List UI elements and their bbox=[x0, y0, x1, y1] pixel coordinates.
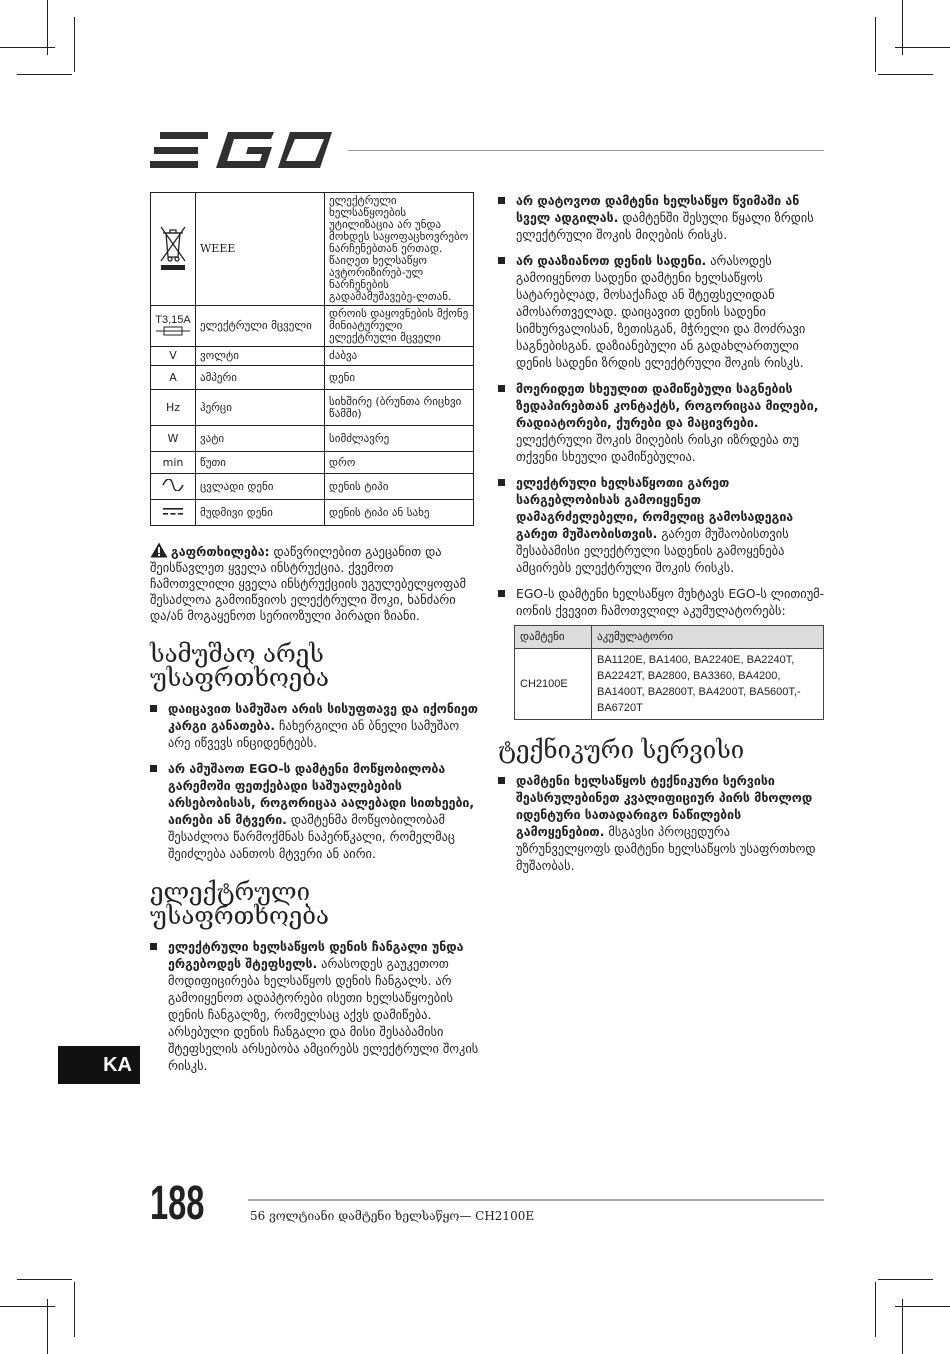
symbol-description: დენის ტიპი bbox=[325, 474, 474, 500]
symbol-description: დროის დაყოვნების მქონე მინიატურული ელექტრული მცველი bbox=[325, 306, 474, 347]
symbol-description: სიმძლავრე bbox=[325, 426, 474, 452]
symbol-name: წუთი bbox=[196, 452, 325, 474]
symbol-description: დრო bbox=[325, 452, 474, 474]
bullet-icon bbox=[498, 777, 505, 784]
symbol-cell: V bbox=[151, 347, 196, 366]
item-bold: დამტენი ხელსაწყოს ტექნიკური სერვისი შეასრულებინეთ კვალიფიციურ პირს მხოლოდ იდენტური სათადარიგო ნაწილების გამოყენებით. bbox=[516, 773, 813, 839]
warning-text: დაწვრილებით გაეცანით და შეისწავლეთ ყველა ინსტრუქცია. ქვემოთ ჩამოთვლილი ყველა ინსტრუქციის უგულებელყოფამ შესაძლოა გამოიწვიოს ელექტრული შოკი, ხანძარი და/ან მოგაყენოთ სერიოზული პირადი ზიანი. bbox=[150, 544, 467, 623]
header-rule bbox=[348, 150, 824, 151]
symbol-name: ელექტრული მცველი bbox=[196, 306, 325, 347]
symbol-name: ვოლტი bbox=[196, 347, 325, 366]
symbol-cell bbox=[151, 306, 196, 347]
table-row bbox=[151, 452, 474, 474]
crop-mark bbox=[895, 1306, 950, 1307]
page-number: 188 bbox=[150, 1177, 205, 1230]
symbol-name: ვატი bbox=[196, 426, 325, 452]
list-item bbox=[498, 192, 826, 243]
symbol-cell bbox=[151, 500, 196, 526]
symbol-name: ცვლადი დენი bbox=[196, 474, 325, 500]
language-tab: KA bbox=[58, 1046, 140, 1084]
symbol-name: მუდმივი დენი bbox=[196, 500, 325, 526]
item-text: მსგავსი პროცედურა უზრუნველყოფს დამტენი ხელსაწყოს უსაფრთხოდ მუშაობას. bbox=[516, 824, 816, 873]
service-list bbox=[498, 772, 826, 874]
table-row bbox=[151, 474, 474, 500]
item-text: დამტენში შესული წყალი ზრდის ელექტრული შოკის მიღების რისკს. bbox=[516, 210, 814, 242]
section-title-electrical-safety: ელექტრული უსაფრთხოება bbox=[150, 878, 329, 930]
warning-icon bbox=[150, 542, 168, 558]
item-bold: არ დატოვოთ დამტენი ხელსაწყო წვიმაში ან სველ ადგილას. bbox=[516, 193, 800, 225]
battery-table bbox=[514, 625, 824, 720]
bullet-icon bbox=[498, 197, 505, 204]
right-column bbox=[498, 192, 826, 883]
crop-mark bbox=[875, 1282, 876, 1337]
symbol-cell bbox=[151, 474, 196, 500]
symbol-name: ჰერცი bbox=[196, 390, 325, 426]
ego-logo bbox=[150, 130, 332, 170]
crop-mark bbox=[895, 47, 950, 48]
symbol-cell bbox=[151, 193, 196, 306]
item-bold: დაიცავით სამუშაო არის სისუფთავე და იქონიეთ კარგი განათება. bbox=[168, 701, 479, 733]
table-header-row bbox=[515, 626, 824, 649]
list-item bbox=[498, 252, 826, 371]
item-text: დამტენმა მოწყობილობამ შესაძლოა წარმოქმნას ნაპერწკალი, რომელმაც შეიძლება აანთოს მტვერი ან აირი. bbox=[168, 812, 456, 861]
header-charger: დამტენი bbox=[515, 626, 592, 649]
item-text: ელექტრული შოკის მიღების რისკი იზრდება თუ თქვენი სხეული დამიწებულია. bbox=[516, 432, 799, 464]
item-bold: ელექტრული ხელსაწყოს დენის ჩანგალი უნდა ერგებოდეს შტეფსელს. bbox=[168, 939, 464, 971]
symbol-description: ძაბვა bbox=[325, 347, 474, 366]
crop-mark bbox=[875, 17, 876, 72]
work-area-list bbox=[150, 700, 480, 862]
warning-label: გაფრთხილება: bbox=[171, 544, 270, 559]
header-battery: აკუმულატორი bbox=[592, 626, 824, 649]
item-bold: მოერიდეთ სხეულით დამიწებული საგნების ზედაპირებთან კონტაქტს, როგორიცაა მილები, რადიატორები, ქურები და მაცივრები. bbox=[516, 381, 819, 430]
crop-mark bbox=[47, 0, 48, 55]
symbol-cell: Hz bbox=[151, 390, 196, 426]
ac-icon bbox=[162, 479, 184, 491]
item-text: არასოდეს გამოიყენოთ სადენი დამტენი ხელსაწყოს სატარებლად, მოსაქაჩად ან შტეფსელიდან ამოსართველად. დაიცავით დენის სადენი სიმხურვალისან, ზეთისგან, მჭრელი და მოძრავი საგნებისგან. დაზიანებული ან გადახლართული დენის სადენი ზრდის ელექტრული შოკის რისკს. bbox=[516, 253, 806, 370]
section-title-work-area: სამუშაო არეს უსაფრთხოება bbox=[150, 640, 329, 692]
crop-mark bbox=[47, 1299, 48, 1354]
item-bold: არ ამუშაოთ EGO-ს დამტენი მოწყობილობა გარემოში ფეთქებადი საშუალებების არსებობისას, როგორიცაა აალებადი სითხეები, აირები ან მტვერი. bbox=[168, 761, 475, 827]
item-text: ჩახერგილი ან ბნელი სამუშაო არე იწვევს ინციდენტებს. bbox=[168, 718, 460, 750]
crop-mark bbox=[17, 74, 72, 75]
table-row bbox=[151, 426, 474, 452]
symbol-description: დენის ტიპი ან სახე bbox=[325, 500, 474, 526]
bullet-icon bbox=[498, 385, 505, 392]
symbol-name: ამპერი bbox=[196, 366, 325, 390]
crop-mark bbox=[878, 1279, 933, 1280]
item-bold: ელექტრული ხელსაწყოთი გარეთ სარგებლობისას გამოიყენეთ დამაგრძელებელი, რომელიც გამოსადეგია გარეთ მუშაობისთვის. bbox=[516, 475, 794, 541]
bullet-icon bbox=[150, 765, 157, 772]
symbol-table bbox=[150, 192, 474, 526]
list-item bbox=[498, 380, 826, 465]
list-item bbox=[498, 585, 826, 619]
charger-model: CH2100E bbox=[515, 649, 592, 720]
crop-mark bbox=[74, 17, 75, 72]
table-row bbox=[151, 366, 474, 390]
crop-mark bbox=[17, 1279, 72, 1280]
list-item bbox=[498, 772, 826, 874]
symbol-cell: A bbox=[151, 366, 196, 390]
bullet-icon bbox=[498, 479, 505, 486]
table-row bbox=[151, 347, 474, 366]
item-text: გარეთ მუშაობისთვის შესაბამისი ელექტრული სადენის გამოყენება ამცირებს ელექტრული შოკის რისკს. bbox=[516, 526, 789, 575]
section-title-service: ტექნიკური სერვისი bbox=[498, 736, 745, 764]
list-item bbox=[498, 474, 826, 576]
warning-paragraph bbox=[150, 542, 480, 624]
electrical-safety-list bbox=[150, 938, 480, 1074]
symbol-description: სიხშირე (ბრუნთა რიცხვი წამში) bbox=[325, 390, 474, 426]
crop-mark bbox=[74, 1282, 75, 1337]
bullet-icon bbox=[150, 705, 157, 712]
crop-mark bbox=[878, 74, 933, 75]
symbol-description: ელექტრული ხელსაწყოების უტილიზაცია არ უნდა მოხდეს საყოფაცხოვრებო ნარჩენებთან ერთად. წაიღეთ ხელსაწყო ავტორიზირებ-ულ ნარჩენების გადამამუშავებე-ლთან. bbox=[325, 193, 474, 306]
list-item bbox=[150, 700, 480, 751]
fuse-icon bbox=[156, 326, 190, 336]
table-row bbox=[151, 306, 474, 347]
item-bold: არ დააზიანოთ დენის სადენი. bbox=[516, 253, 707, 268]
item-text: არასოდეს გაუკეთოთ მოდიფიცირება ხელსაწყოს დენის ჩანგალს. არ გამოიყენოთ ადაპტორები ისეთი ხელსაწყოების დენის ჩანგალზე, რომელსაც აქვს დამიწება. არსებული დენის ჩანგალი და მისი შესაბამისი შტეფსელის არსებობა ამცირებს ელექტრული შოკის რისკს. bbox=[168, 956, 479, 1073]
fuse-rating: T3,15A bbox=[155, 313, 191, 326]
table-row bbox=[151, 500, 474, 526]
symbol-name: WEEE bbox=[196, 193, 325, 306]
symbol-cell: W bbox=[151, 426, 196, 452]
crop-mark bbox=[902, 1299, 903, 1354]
weee-icon bbox=[158, 224, 188, 272]
crop-mark bbox=[902, 0, 903, 55]
list-item bbox=[150, 938, 480, 1074]
list-item bbox=[150, 760, 480, 862]
table-row bbox=[515, 649, 824, 720]
table-row bbox=[151, 390, 474, 426]
footer-rule bbox=[248, 1199, 824, 1201]
bullet-icon bbox=[498, 590, 505, 597]
dc-icon bbox=[162, 506, 184, 516]
symbol-description: დენი bbox=[325, 366, 474, 390]
table-row bbox=[151, 193, 474, 306]
symbol-cell: min bbox=[151, 452, 196, 474]
electrical-safety-list-cont bbox=[498, 192, 826, 619]
bullet-icon bbox=[150, 943, 157, 950]
battery-models: BA1120E, BA1400, BA2240E, BA2240T, BA2242T, BA2800, BA3360, BA4200, BA1400T, BA2800T, BA4200T, BA5600T,-BA6720T bbox=[592, 649, 824, 720]
left-column bbox=[150, 192, 480, 1083]
footer-text: 56 ვოლტიანი დამტენი ხელსაწყო— CH2100E bbox=[250, 1209, 535, 1223]
item-text: EGO-ს დამტენი ხელსაწყო მუხტავს EGO-ს ლითიუმ-იონის ქვევით ჩამოთვლილ აკუმულატორებს: bbox=[516, 586, 825, 618]
bullet-icon bbox=[498, 257, 505, 264]
